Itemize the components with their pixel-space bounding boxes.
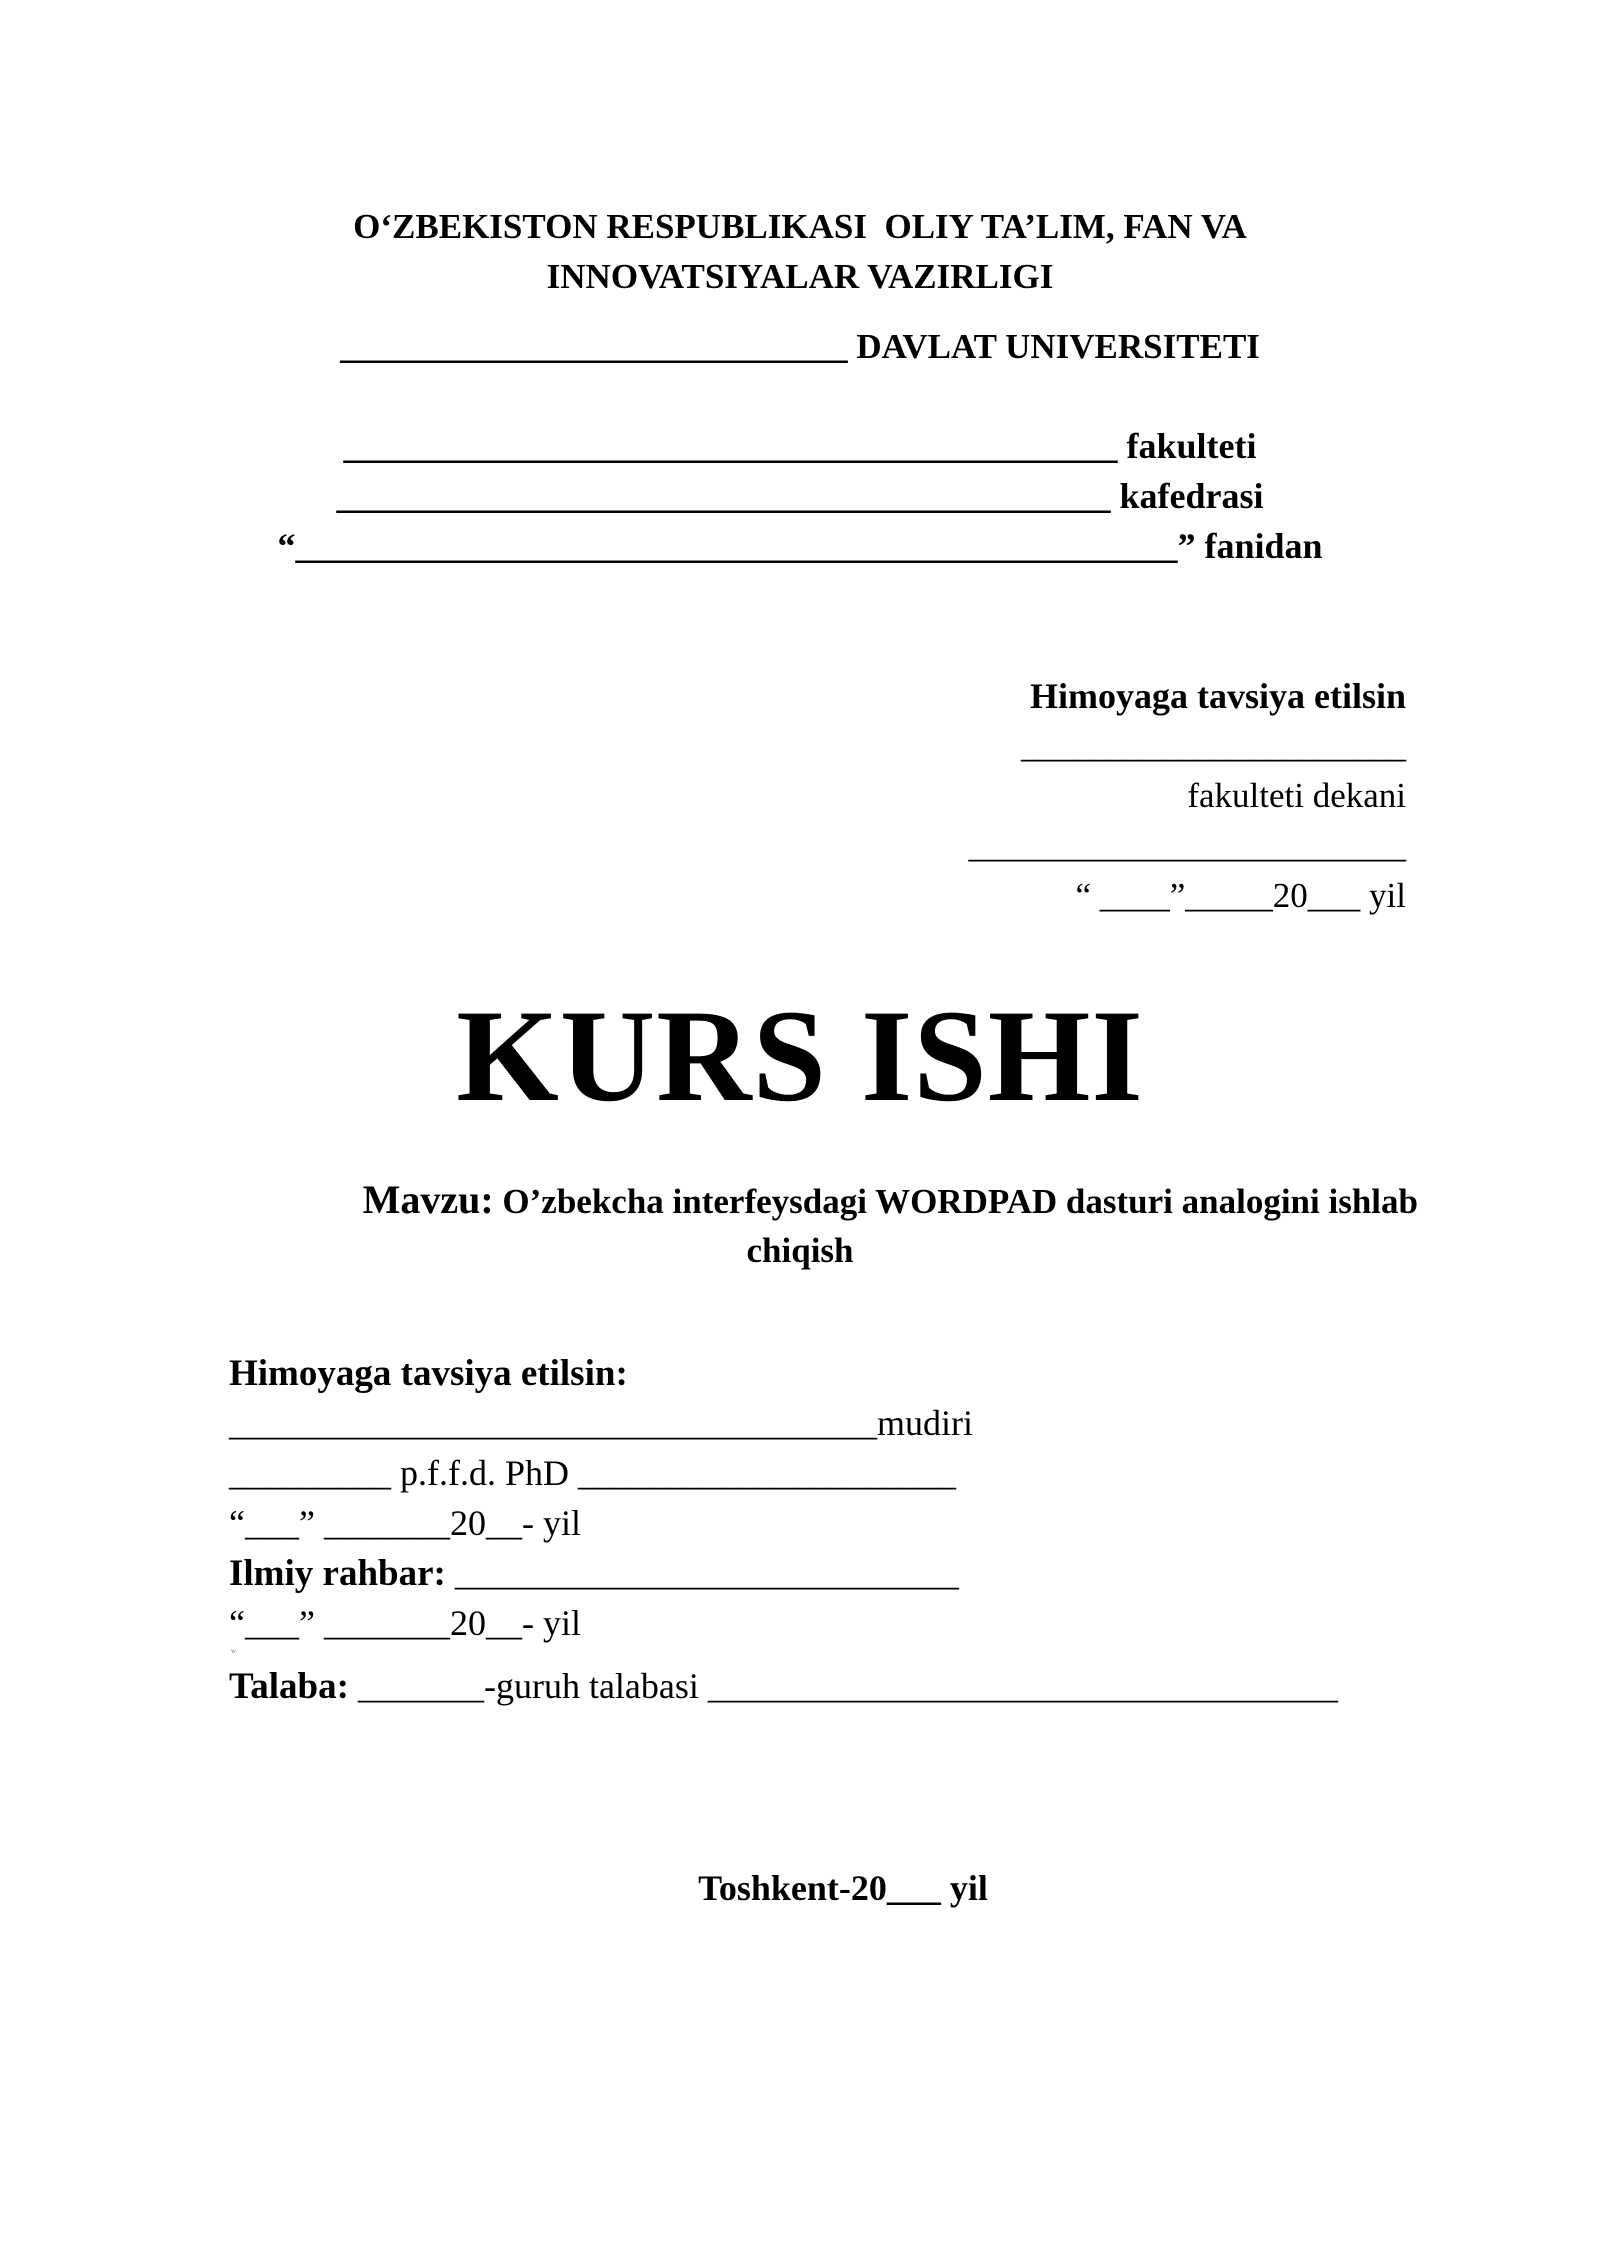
- department-line: ___________________________________________ kafedrasi: [336, 476, 1264, 516]
- topic-label: Mavzu:: [362, 1177, 494, 1222]
- student-group-line: _______-guruh talabasi ___________________________________: [348, 1666, 1338, 1706]
- ministry-line-1: O‘ZBEKISTON RESPUBLIKASI OLIY TA’LIM, FAN VA: [353, 207, 1247, 246]
- student-line: [229, 1668, 1338, 1705]
- degree-line: _________ p.f.f.d. PhD _____________________: [229, 1453, 956, 1493]
- university-line: _____________________________ DAVLAT UNIVERSITETI: [340, 327, 1260, 366]
- tiny-mark: w: [231, 1647, 237, 1655]
- supervisor-signature-line: ____________________________: [445, 1553, 959, 1593]
- approval-top-title: Himoyaga tavsiya etilsin: [1030, 676, 1406, 716]
- approval-date-1: “___” _______20__- yil: [229, 1503, 581, 1543]
- topic-line-1: [0, 1177, 1418, 1222]
- ministry-line-2: INNOVATSIYALAR VAZIRLIGI: [546, 257, 1054, 296]
- approval-top-date: “ ____”_____20___ yil: [1075, 876, 1406, 915]
- topic-line-2: chiqish: [746, 1231, 854, 1270]
- approval-date-2: “___” _______20__- yil: [229, 1603, 581, 1643]
- department-head-line: ____________________________________mudiri: [229, 1403, 973, 1443]
- supervisor-label: Ilmiy rahbar:: [229, 1553, 446, 1594]
- faculty-line: ___________________________________________ fakulteti: [343, 426, 1257, 466]
- student-label: Talaba:: [229, 1666, 349, 1707]
- dean-label: fakulteti dekani: [1187, 776, 1406, 815]
- city-year: Toshkent-20___ yil: [698, 1868, 988, 1908]
- supervisor-line: [229, 1555, 959, 1592]
- dean-signature-line: _________________________: [968, 826, 1406, 865]
- topic-text-1: O’zbekcha interfeysdagi WORDPAD dasturi analogini ishlab: [502, 1182, 1418, 1221]
- approval-top-signature-line: ______________________: [1021, 726, 1406, 765]
- approval-bottom-title: Himoyaga tavsiya etilsin:: [229, 1353, 628, 1394]
- document-title: KURS ISHI: [456, 982, 1144, 1129]
- subject-line: “_________________________________________________” fanidan: [277, 526, 1323, 566]
